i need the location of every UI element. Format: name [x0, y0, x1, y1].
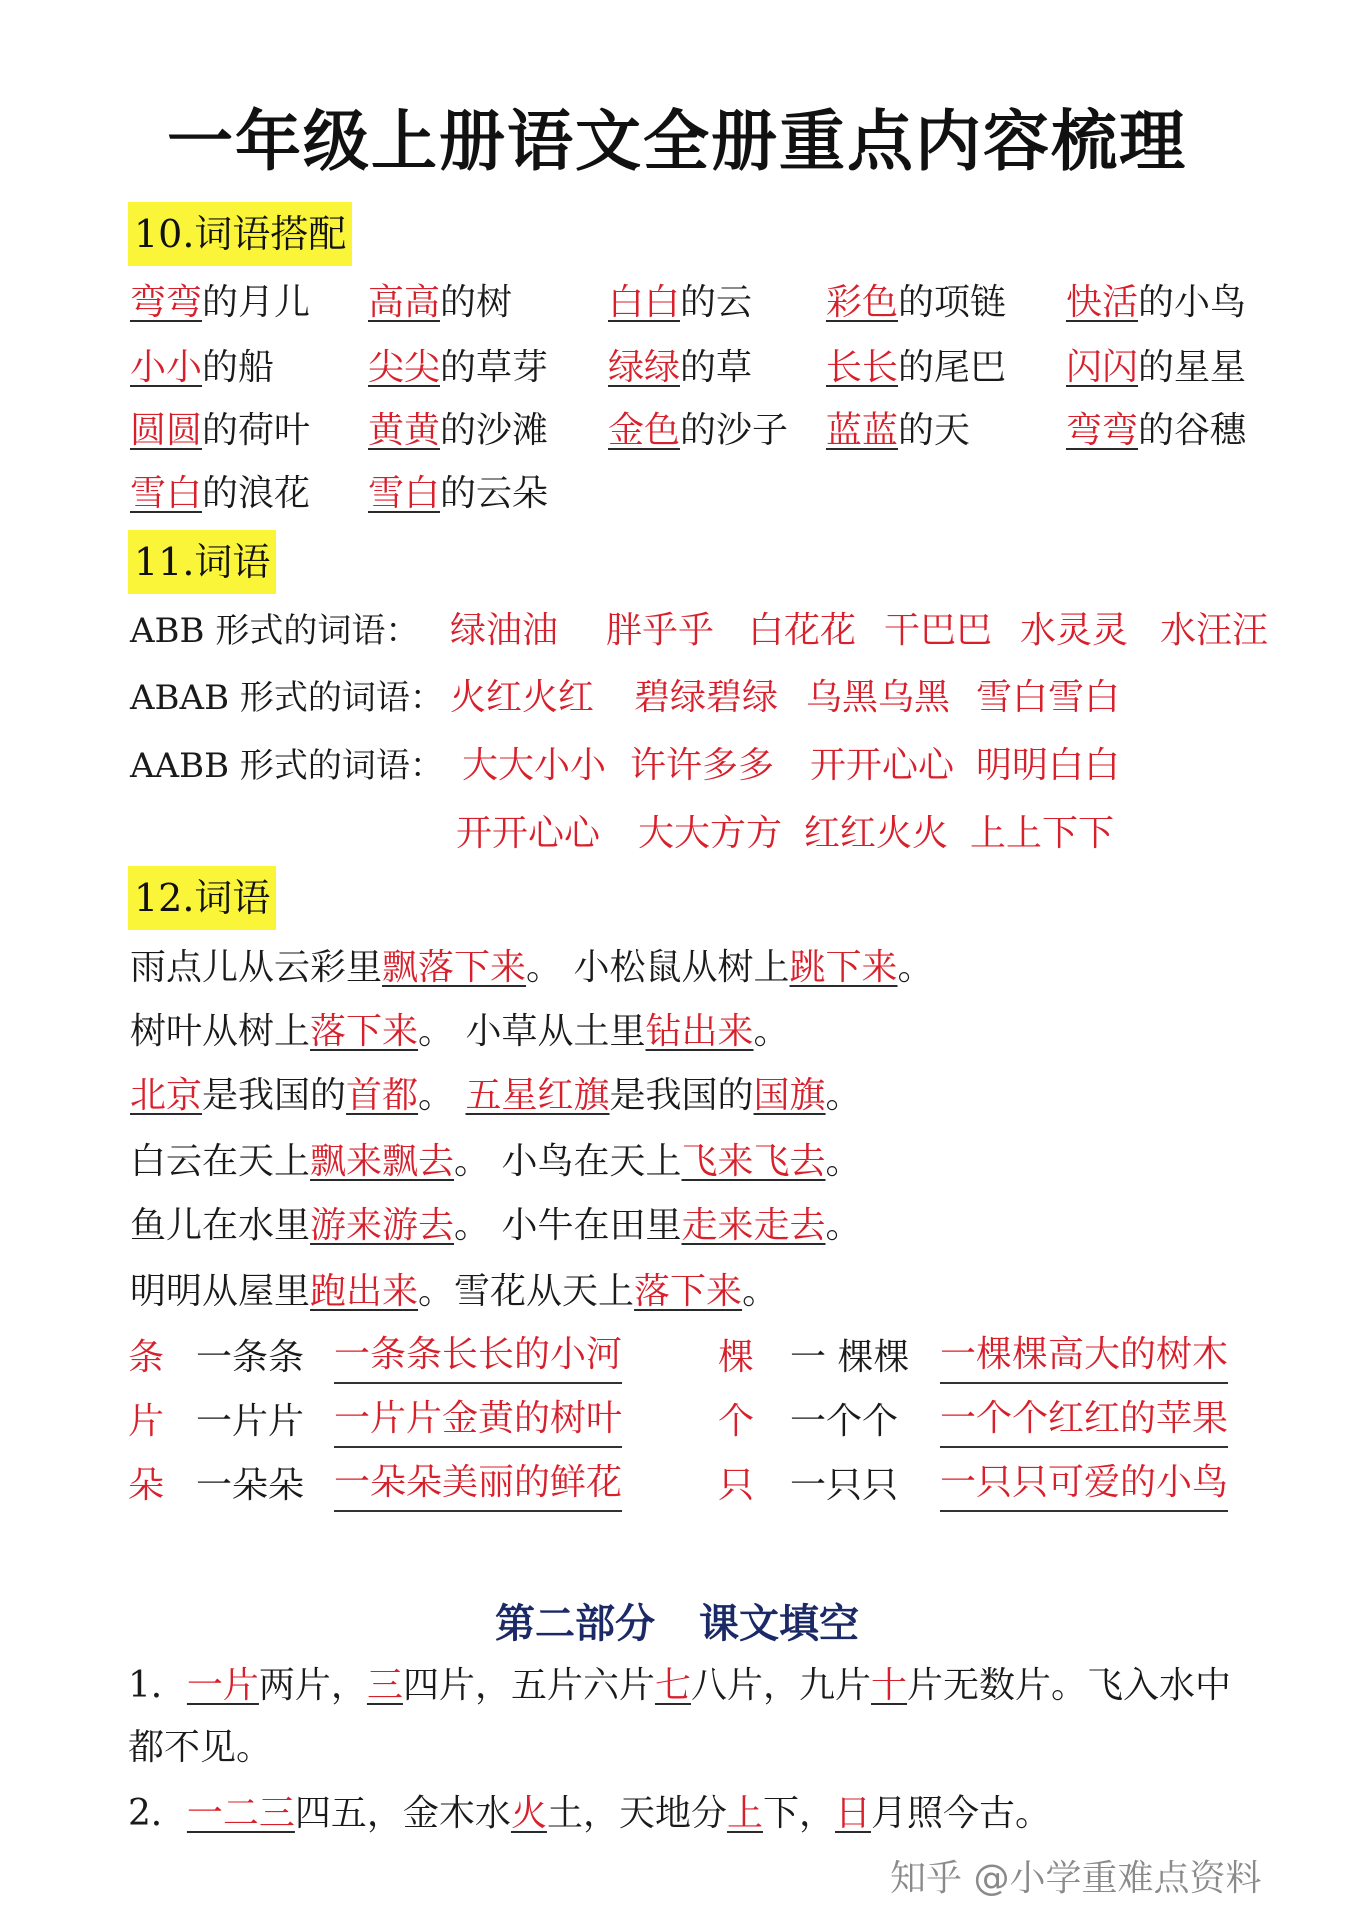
- measure-reduplication: 一只只: [790, 1465, 899, 1506]
- measure-phrase: 一个个红红的苹果: [940, 1394, 1228, 1448]
- sentence-answer: 首都: [346, 1075, 419, 1116]
- sentence-answer: 飞来飞去: [681, 1141, 826, 1182]
- measure-phrase: 一棵棵高大的树木: [940, 1330, 1228, 1384]
- fill-in-answer: 一片: [186, 1665, 259, 1706]
- form-word: 绿油油: [450, 610, 559, 651]
- form-word: 开开心心: [456, 813, 601, 854]
- sentence-text: 白云在天上: [130, 1141, 311, 1182]
- measure-word: 棵: [718, 1337, 755, 1378]
- collocation-adjective: 黄黄: [368, 410, 441, 451]
- collocation-adjective: 闪闪: [1066, 347, 1139, 388]
- collocation-noun: 的草: [680, 347, 753, 388]
- collocation-item: [1066, 275, 1246, 331]
- measure-phrase: 一朵朵美丽的鲜花: [334, 1458, 622, 1512]
- measure-reduplication: 一片片: [196, 1401, 305, 1442]
- sentence-text: 。 小草从土里: [418, 1011, 646, 1052]
- collocation-adjective: 弯弯: [1066, 410, 1139, 451]
- measure-word: 个: [718, 1401, 755, 1442]
- form-word: 上上下下: [970, 813, 1115, 854]
- collocation-adjective: 绿绿: [608, 347, 681, 388]
- sentence-text: 雨点儿从云彩里: [130, 947, 383, 988]
- measure-phrase: 一条条长长的小河: [334, 1330, 622, 1384]
- collocation-adjective: 快活: [1066, 282, 1139, 323]
- sentence-answer: 走来走去: [681, 1205, 826, 1246]
- form-word: 干巴巴: [884, 610, 993, 651]
- sentence-text: 。: [897, 947, 934, 988]
- section-10-heading: 10.词语搭配: [128, 202, 352, 266]
- sentence-text: 是我国的: [202, 1075, 347, 1116]
- sentence-text: 。雪花从天上: [418, 1271, 635, 1312]
- sentence-line: [130, 1264, 778, 1320]
- collocation-adjective: 白白: [608, 282, 681, 323]
- collocation-adjective: 圆圆: [130, 410, 203, 451]
- collocation-adjective: 蓝蓝: [826, 410, 899, 451]
- measure-word: 条: [128, 1337, 165, 1378]
- sentence-text: 。: [753, 1011, 790, 1052]
- fill-in-answer: 一二三: [186, 1793, 295, 1834]
- sentence-line: [130, 1068, 862, 1124]
- fill-in-answer: 三: [366, 1665, 403, 1706]
- sentence-text: 。: [825, 1075, 862, 1116]
- sentence-answer: 五星红旗: [465, 1075, 610, 1116]
- collocation-noun: 的云朵: [440, 473, 549, 514]
- form-word: 雪白雪白: [976, 677, 1121, 718]
- fill-in-text: 片无数片。飞入水中: [907, 1665, 1232, 1706]
- collocation-adjective: 长长: [826, 347, 899, 388]
- collocation-item: [368, 275, 512, 331]
- collocation-adjective: 雪白: [130, 473, 203, 514]
- sentence-line: [130, 1134, 862, 1190]
- form-word: 火红火红: [450, 677, 595, 718]
- form-word: 开开心心: [810, 745, 955, 786]
- page-title: 一年级上册语文全册重点内容梳理: [167, 103, 1187, 180]
- collocation-item: [826, 403, 970, 459]
- measure-reduplication: 一 棵棵: [790, 1337, 910, 1378]
- collocation-item: [1066, 403, 1246, 459]
- sentence-text: 。 小松鼠从树上: [526, 947, 790, 988]
- fill-in-answer: 火: [510, 1793, 547, 1834]
- collocation-noun: 的项链: [898, 282, 1007, 323]
- sentence-answer: 游来游去: [310, 1205, 455, 1246]
- sentence-text: 。: [825, 1205, 862, 1246]
- word-form-label: ABB 形式的词语：: [130, 611, 420, 651]
- sentence-answer: 跑出来: [310, 1271, 419, 1312]
- fill-in-answer: 日: [835, 1793, 872, 1834]
- measure-phrase: 一只只可爱的小鸟: [940, 1458, 1228, 1512]
- fill-in-answer: 上: [726, 1793, 763, 1834]
- sentence-answer: 落下来: [634, 1271, 743, 1312]
- form-word: 大大小小: [462, 745, 607, 786]
- watermark: 知乎 @小学重难点资料: [890, 1858, 1262, 1899]
- sentence-text: 。 小牛在田里: [454, 1205, 682, 1246]
- collocation-item: [368, 340, 548, 396]
- sentence-answer: 跳下来: [789, 947, 898, 988]
- word-form-label: ABAB 形式的词语：: [130, 678, 444, 718]
- collocation-item: [130, 340, 274, 396]
- form-word: 胖乎乎: [606, 610, 715, 651]
- collocation-adjective: 小小: [130, 347, 203, 388]
- collocation-item: [130, 275, 310, 331]
- collocation-adjective: 弯弯: [130, 282, 203, 323]
- part-2-heading: 第二部分 课文填空: [495, 1600, 859, 1647]
- collocation-noun: 的小鸟: [1138, 282, 1247, 323]
- collocation-item: [368, 466, 548, 522]
- sentence-text: 。 小鸟在天上: [454, 1141, 682, 1182]
- collocation-noun: 的月儿: [202, 282, 311, 323]
- collocation-item: [1066, 340, 1246, 396]
- form-word: 乌黑乌黑: [806, 677, 951, 718]
- fill-in-text: 1．: [128, 1665, 187, 1706]
- fill-in-line: [128, 1786, 1051, 1842]
- collocation-noun: 的沙子: [680, 410, 789, 451]
- collocation-noun: 的尾巴: [898, 347, 1007, 388]
- fill-in-line: [128, 1720, 272, 1776]
- collocation-noun: 的谷穗: [1138, 410, 1247, 451]
- fill-in-text: 土，天地分: [546, 1793, 727, 1834]
- section-11-heading: 11.词语: [128, 530, 276, 594]
- collocation-noun: 的浪花: [202, 473, 311, 514]
- collocation-noun: 的荷叶: [202, 410, 311, 451]
- collocation-adjective: 尖尖: [368, 347, 441, 388]
- word-form-label: AABB 形式的词语：: [130, 746, 444, 786]
- sentence-text: 树叶从树上: [130, 1011, 311, 1052]
- collocation-item: [608, 275, 752, 331]
- sentence-line: [130, 1004, 790, 1060]
- form-word: 碧绿碧绿: [634, 677, 779, 718]
- collocation-noun: 的天: [898, 410, 971, 451]
- form-word: 红红火火: [804, 813, 949, 854]
- fill-in-text: 下，: [762, 1793, 835, 1834]
- form-word: 明明白白: [976, 745, 1121, 786]
- measure-reduplication: 一朵朵: [196, 1465, 305, 1506]
- collocation-item: [608, 340, 752, 396]
- sentence-text: 明明从屋里: [130, 1271, 311, 1312]
- collocation-item: [130, 403, 310, 459]
- fill-in-text: 四五，金木水: [294, 1793, 511, 1834]
- collocation-item: [826, 340, 1006, 396]
- sentence-answer: 钻出来: [645, 1011, 754, 1052]
- measure-word: 朵: [128, 1465, 165, 1506]
- sentence-text: 。: [418, 1075, 466, 1116]
- fill-in-text: 2．: [128, 1793, 187, 1834]
- collocation-adjective: 高高: [368, 282, 441, 323]
- measure-word: 只: [718, 1465, 755, 1506]
- fill-in-answer: 十: [871, 1665, 908, 1706]
- sentence-text: 。: [742, 1271, 779, 1312]
- collocation-noun: 的草芽: [440, 347, 549, 388]
- sentence-answer: 飘落下来: [382, 947, 527, 988]
- collocation-noun: 的云: [680, 282, 753, 323]
- collocation-noun: 的星星: [1138, 347, 1247, 388]
- collocation-noun: 的船: [202, 347, 275, 388]
- form-word: 水灵灵: [1020, 610, 1129, 651]
- sentence-answer: 落下来: [310, 1011, 419, 1052]
- sentence-line: [130, 1198, 862, 1254]
- collocation-adjective: 金色: [608, 410, 681, 451]
- sentence-text: 鱼儿在水里: [130, 1205, 311, 1246]
- measure-reduplication: 一个个: [790, 1401, 899, 1442]
- sentence-answer: 飘来飘去: [310, 1141, 455, 1182]
- measure-phrase: 一片片金黄的树叶: [334, 1394, 622, 1448]
- measure-word: 片: [128, 1401, 165, 1442]
- collocation-adjective: 雪白: [368, 473, 441, 514]
- fill-in-text: 都不见。: [128, 1727, 273, 1768]
- collocation-item: [368, 403, 548, 459]
- collocation-noun: 的沙滩: [440, 410, 549, 451]
- form-word: 大大方方: [638, 813, 783, 854]
- sentence-line: [130, 940, 934, 996]
- collocation-noun: 的树: [440, 282, 513, 323]
- sentence-answer: 国旗: [753, 1075, 826, 1116]
- fill-in-text: 月照今古。: [871, 1793, 1052, 1834]
- fill-in-text: 八片，九片: [690, 1665, 871, 1706]
- fill-in-text: 两片，: [258, 1665, 367, 1706]
- collocation-adjective: 彩色: [826, 282, 899, 323]
- section-12-heading: 12.词语: [128, 866, 276, 930]
- form-word: 许许多多: [630, 745, 775, 786]
- sentence-text: 。: [825, 1141, 862, 1182]
- sentence-text: 是我国的: [609, 1075, 754, 1116]
- measure-reduplication: 一条条: [196, 1337, 305, 1378]
- fill-in-line: [128, 1658, 1231, 1714]
- form-word: 白花花: [748, 610, 857, 651]
- collocation-item: [130, 466, 310, 522]
- fill-in-answer: 七: [654, 1665, 691, 1706]
- collocation-item: [608, 403, 788, 459]
- form-word: 水汪汪: [1160, 610, 1269, 651]
- sentence-answer: 北京: [130, 1075, 203, 1116]
- collocation-item: [826, 275, 1006, 331]
- fill-in-text: 四片，五片六片: [402, 1665, 655, 1706]
